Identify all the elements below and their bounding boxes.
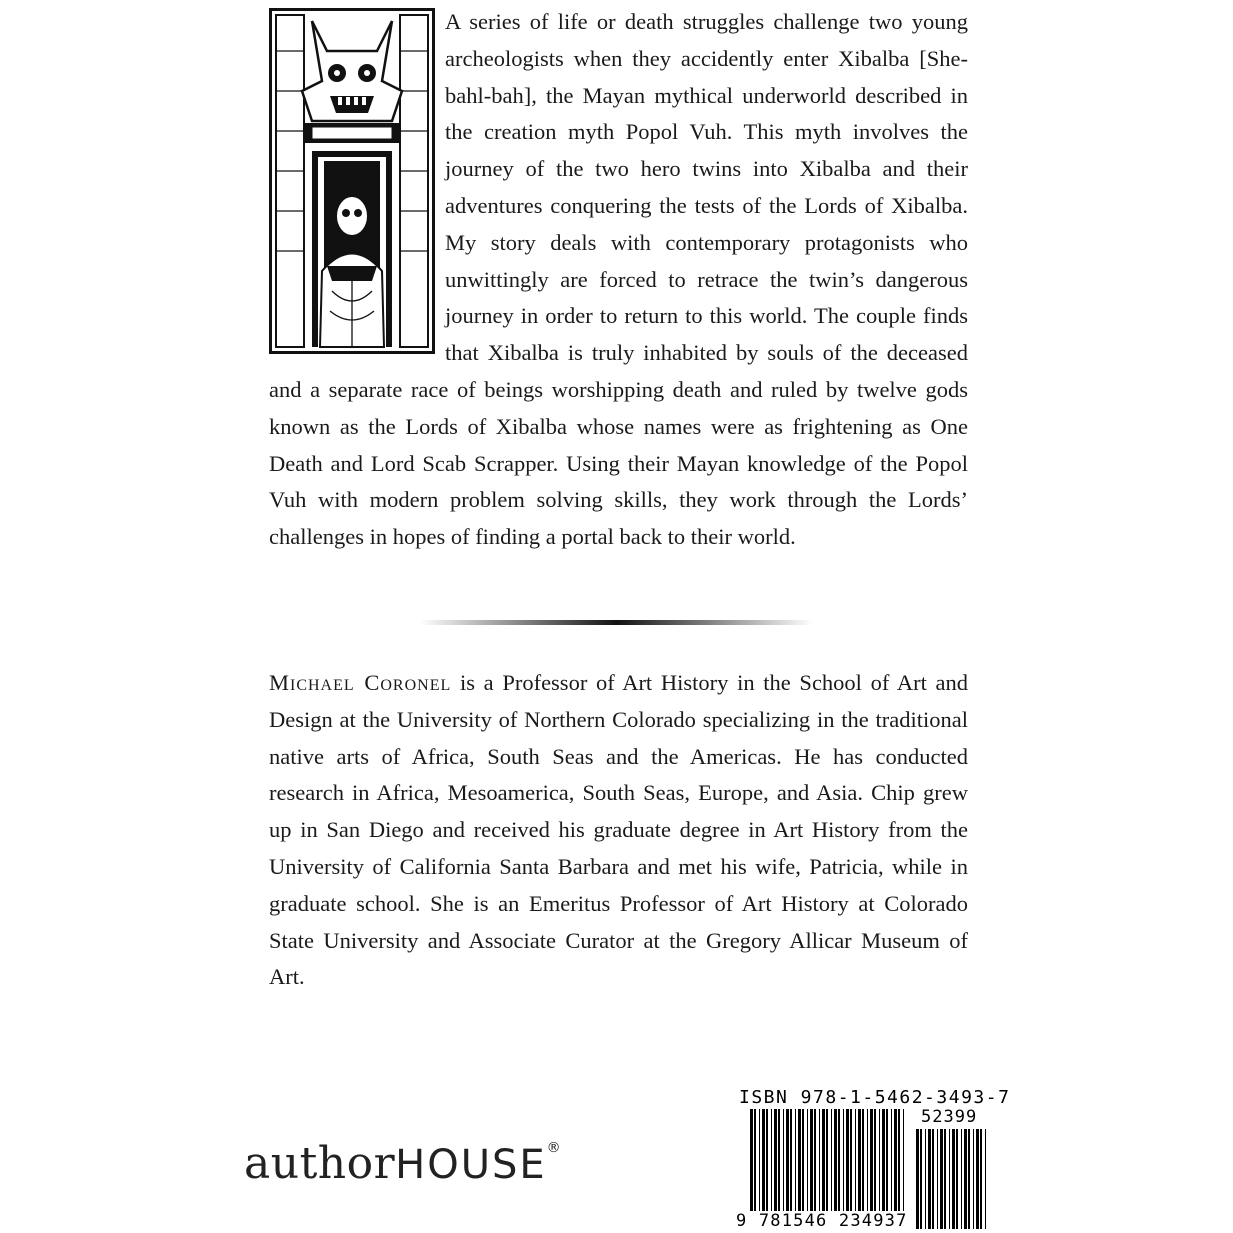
barcode-bar <box>949 1129 950 1229</box>
barcode-bar <box>882 1109 885 1215</box>
barcode-bar <box>810 1109 813 1215</box>
barcode-bar <box>944 1129 946 1229</box>
barcode-bar <box>925 1129 926 1229</box>
barcode-bar <box>838 1109 840 1215</box>
isbn-barcode-block <box>736 1087 1011 1233</box>
barcode-bar <box>898 1109 900 1215</box>
barcode-bar <box>774 1109 777 1215</box>
barcode-bar <box>762 1109 765 1215</box>
barcode-bar <box>834 1109 837 1215</box>
barcode-bar <box>879 1109 880 1215</box>
barcode-bar <box>937 1129 938 1229</box>
barcode-bar <box>952 1129 955 1229</box>
barcode-bar <box>754 1109 756 1215</box>
barcode-addon-number: 52399 <box>921 1107 978 1127</box>
barcode-bar <box>771 1109 772 1215</box>
author-bio <box>269 665 968 996</box>
barcode-bar <box>802 1109 804 1215</box>
barcode-bar <box>826 1109 828 1215</box>
barcode-bar <box>874 1109 876 1215</box>
barcode-bar <box>968 1129 970 1229</box>
barcode-bar <box>850 1109 852 1215</box>
barcode-bar <box>822 1109 825 1215</box>
barcode-bar <box>843 1109 844 1215</box>
barcode-bar <box>855 1109 856 1215</box>
barcode-bar <box>846 1109 849 1215</box>
barcode-bar <box>886 1109 888 1215</box>
section-divider <box>420 620 813 625</box>
barcode-bar <box>795 1109 796 1215</box>
barcode-bar <box>798 1109 801 1215</box>
barcode-bar <box>961 1129 962 1229</box>
barcode-bar <box>920 1129 922 1229</box>
barcode-bar <box>819 1109 820 1215</box>
barcode-bar <box>867 1109 868 1215</box>
barcode-bar <box>814 1109 816 1215</box>
barcode-bar <box>870 1109 873 1215</box>
book-synopsis <box>269 4 968 556</box>
author-bio-text: is a Professor of Art History in the School of Art and Design at the University of Northern Colorado specializing in the traditional native arts of Africa, South Seas and the Americas. He has conducted research in Africa, Mesoamerica, South Seas, Europe, and Asia. Chip grew up in San Diego and received his graduate degree in Art History from the University of California Santa Barbara and met his wife, Patricia, while in graduate school. She is an Emeritus Professor of Art History at Colorado State University and Associate Curator at the Gregory Allicar Museum of Art. <box>269 670 968 990</box>
barcode-bar <box>976 1129 979 1229</box>
barcode-bar <box>858 1109 861 1215</box>
barcode-bar <box>783 1109 784 1215</box>
barcode-bar <box>964 1129 967 1229</box>
barcode-ean-number: 9 781546 234937 <box>736 1211 908 1231</box>
barcode-bar <box>750 1109 753 1215</box>
barcode-bar <box>916 1129 919 1229</box>
registered-mark: ® <box>546 1140 562 1156</box>
barcode-bar <box>778 1109 780 1215</box>
barcode-bar <box>973 1129 974 1229</box>
barcode-bar <box>891 1109 892 1215</box>
synopsis-text: A series of life or death struggles challenge two young archeologists when they accidently enter Xibalba [She-bahl-bah], the Mayan mythical underworld described in the creation myth Popol Vuh. This myth involves the journey of the two hero twins into Xibalba and their adventures conquering the tests of the Lords of Xibalba. My story deals with contemporary protagonists who unwittingly are forced to retrace the twin’s dangerous journey in order to return to this world. The couple finds that Xibalba is truly inhabited by souls of the deceased and a separate race of beings worshipping death and ruled by twelve gods known as the Lords of Xibalba whose names were as frightening as One Death and Lord Scab Scrapper. Using their Mayan knowledge of the Popol Vuh with modern problem solving skills, they work through the Lords’ challenges in hopes of finding a portal back to their world. <box>269 9 968 550</box>
barcode-bar <box>807 1109 808 1215</box>
barcode-bar <box>759 1109 760 1215</box>
barcode-bar <box>940 1129 943 1229</box>
barcode-bar <box>862 1109 864 1215</box>
barcode-bar <box>985 1129 986 1229</box>
author-name: Michael Coronel <box>269 670 452 695</box>
barcode-bar <box>894 1109 897 1215</box>
barcode-bar <box>790 1109 792 1215</box>
barcode-bar <box>932 1129 934 1229</box>
barcode-bar <box>831 1109 832 1215</box>
barcode-bar <box>980 1129 982 1229</box>
barcode-bar <box>956 1129 958 1229</box>
publisher-logo-house: HOUSE <box>395 1142 547 1188</box>
publisher-logo-author: author <box>244 1138 396 1189</box>
barcode-bar <box>903 1109 904 1215</box>
cover-illustration <box>269 8 435 354</box>
barcode-bar <box>786 1109 789 1215</box>
isbn-label: ISBN 978-1-5462-3493-7 <box>739 1087 1011 1108</box>
publisher-logo <box>244 1138 561 1189</box>
barcode-bar <box>766 1109 768 1215</box>
barcode-bar <box>928 1129 931 1229</box>
